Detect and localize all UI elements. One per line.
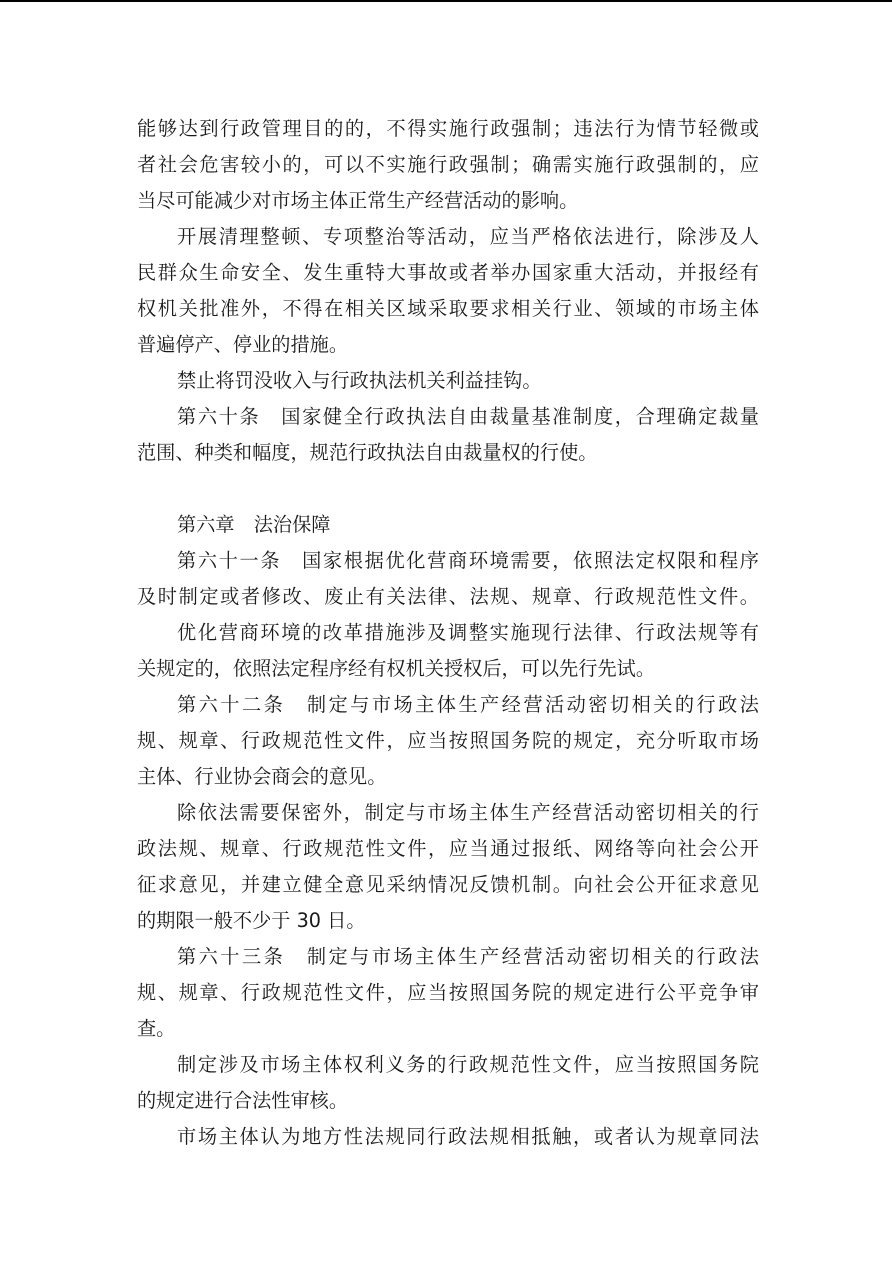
text-line: 政法规、规章、行政规范性文件，应当通过报纸、网络等向社会公开 <box>137 837 759 860</box>
text-line: 查。 <box>137 1017 176 1040</box>
chapter-heading: 第六章 法治保障 <box>177 513 331 536</box>
text-line: 规、规章、行政规范性文件，应当按照国务院的规定进行公平竞争审 <box>137 981 759 1004</box>
page-top-border <box>0 0 892 2</box>
article-60-line: 第六十条 国家健全行政执法自由裁量基准制度，合理确定裁量 <box>177 405 759 428</box>
article-63-line: 第六十三条 制定与市场主体生产经营活动密切相关的行政法 <box>177 945 759 968</box>
text-line: 普遍停产、停业的措施。 <box>137 333 349 356</box>
text-line: 当尽可能减少对市场主体正常生产经营活动的影响。 <box>137 189 579 212</box>
text-line: 开展清理整顿、专项整治等活动，应当严格依法进行，除涉及人 <box>177 225 759 248</box>
text-line: 市场主体认为地方性法规同行政法规相抵触，或者认为规章同法 <box>177 1125 759 1148</box>
text-line: 民群众生命安全、发生重特大事故或者举办国家重大活动，并报经有 <box>137 261 759 284</box>
article-61-line: 第六十一条 国家根据优化营商环境需要，依照法定权限和程序 <box>177 549 759 572</box>
text-line: 征求意见，并建立健全意见采纳情况反馈机制。向社会公开征求意见 <box>137 873 759 896</box>
text-line: 的期限一般不少于 30 日。 <box>137 909 366 932</box>
text-line: 关规定的，依照法定程序经有权机关授权后，可以先行先试。 <box>137 657 656 680</box>
section-gap <box>137 471 759 507</box>
text-line: 的规定进行合法性审核。 <box>137 1089 349 1112</box>
text-line: 能够达到行政管理目的的，不得实施行政强制；违法行为情节轻微或 <box>137 117 759 140</box>
text-line: 禁止将罚没收入与行政执法机关利益挂钩。 <box>177 369 542 392</box>
article-62-line: 第六十二条 制定与市场主体生产经营活动密切相关的行政法 <box>177 693 759 716</box>
text-line: 规、规章、行政规范性文件，应当按照国务院的规定，充分听取市场 <box>137 729 759 752</box>
text-line: 除依法需要保密外，制定与市场主体生产经营活动密切相关的行 <box>177 801 759 824</box>
text-line: 主体、行业协会商会的意见。 <box>137 765 387 788</box>
document-page <box>137 111 759 1155</box>
text-line: 制定涉及市场主体权利义务的行政规范性文件，应当按照国务院 <box>177 1053 759 1076</box>
text-line: 权机关批准外，不得在相关区域采取要求相关行业、领域的市场主体 <box>137 297 759 320</box>
text-line: 及时制定或者修改、废止有关法律、法规、规章、行政规范性文件。 <box>137 585 759 608</box>
text-line: 范围、种类和幅度，规范行政执法自由裁量权的行使。 <box>137 441 598 464</box>
text-line: 者社会危害较小的，可以不实施行政强制；确需实施行政强制的，应 <box>137 153 759 176</box>
text-line: 优化营商环境的改革措施涉及调整实施现行法律、行政法规等有 <box>177 621 759 644</box>
